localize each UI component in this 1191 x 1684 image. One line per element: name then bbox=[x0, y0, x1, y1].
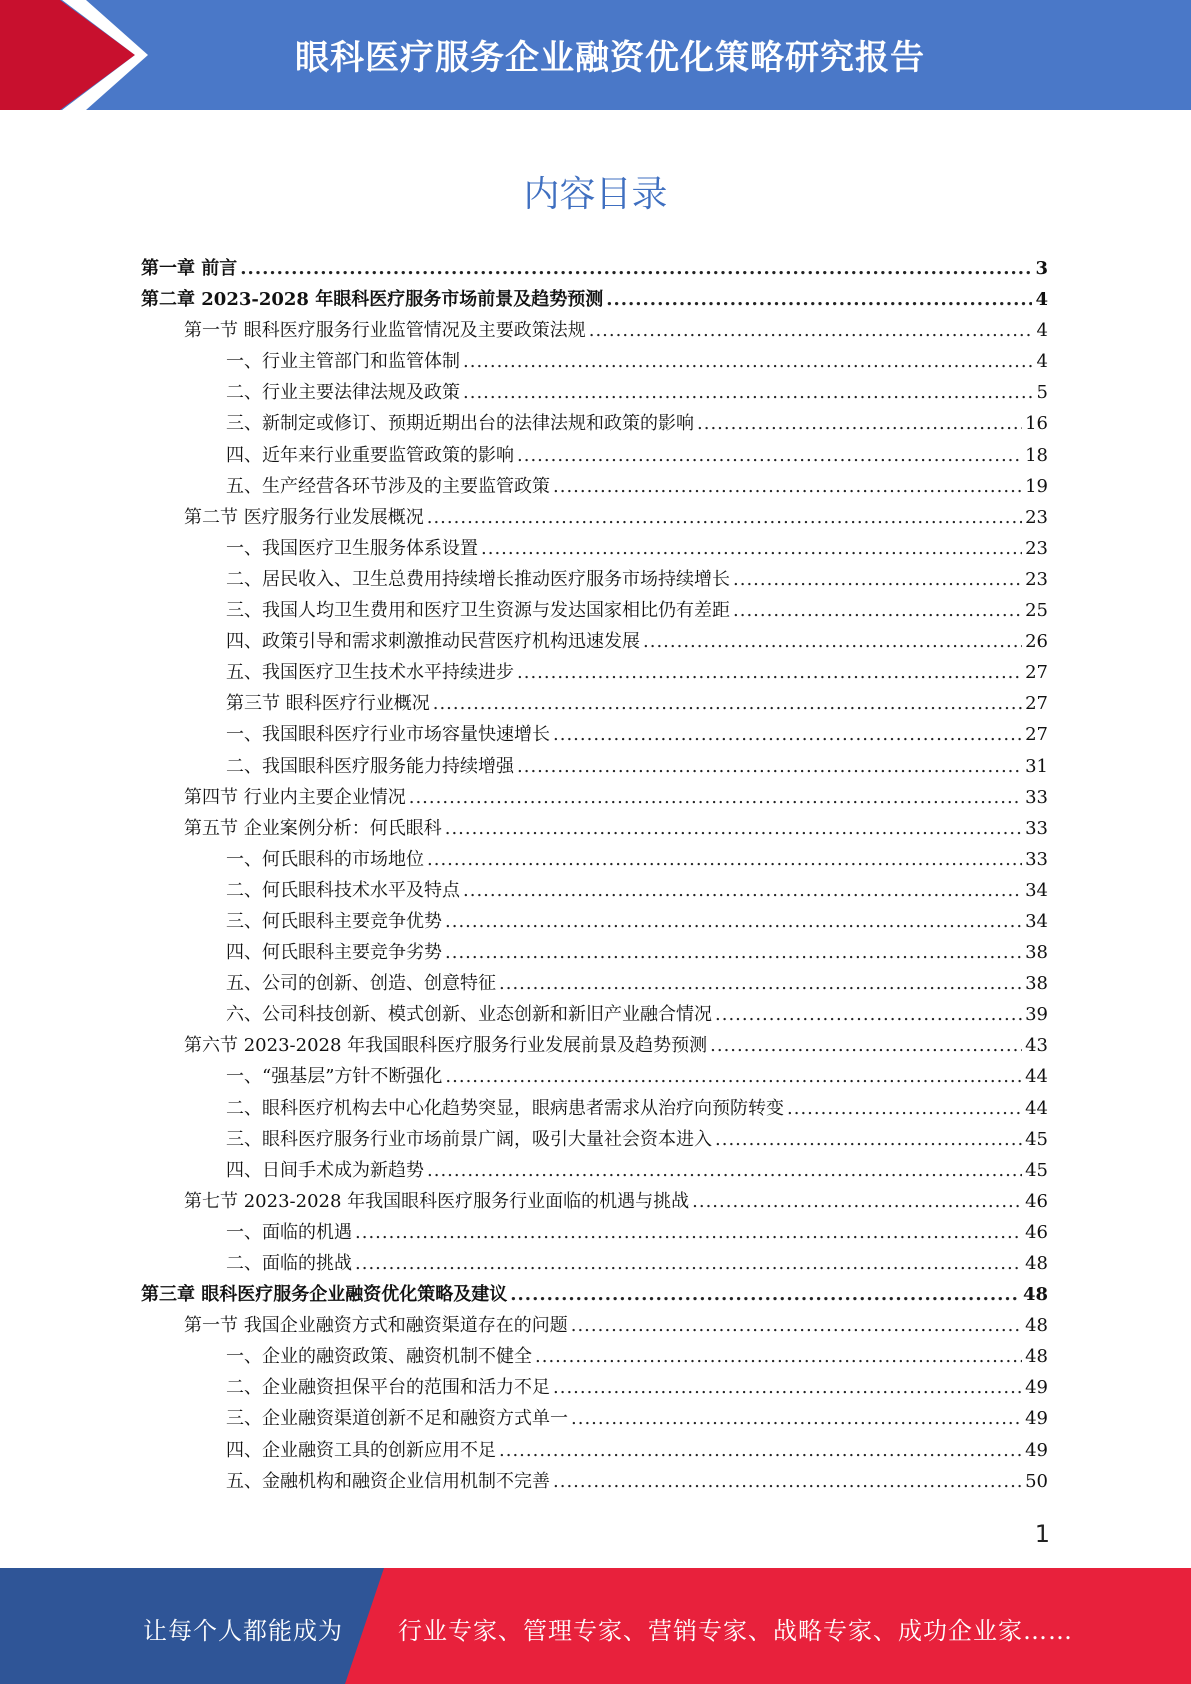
toc-entry[interactable] bbox=[141, 564, 1048, 595]
toc-entry-title: 第三章 眼科医疗服务企业融资优化策略及建议 bbox=[141, 1284, 508, 1306]
toc-entry-title: 二、居民收入、卫生总费用持续增长推动医疗服务市场持续增长 bbox=[226, 568, 730, 590]
toc-entry[interactable] bbox=[141, 1403, 1048, 1434]
toc-dot-leader bbox=[445, 1061, 1022, 1092]
toc-dot-leader bbox=[606, 284, 1032, 315]
toc-dot-leader bbox=[787, 1093, 1022, 1124]
toc-dot-leader bbox=[445, 813, 1022, 844]
toc-entry[interactable] bbox=[141, 719, 1048, 750]
toc-dot-leader bbox=[499, 1435, 1022, 1466]
toc-dot-leader bbox=[463, 875, 1022, 906]
footer-banner bbox=[0, 1568, 1191, 1684]
toc-entry-page: 34 bbox=[1025, 910, 1048, 932]
toc-entry[interactable] bbox=[141, 595, 1048, 626]
toc-entry[interactable] bbox=[141, 844, 1048, 875]
toc-entry[interactable] bbox=[141, 1341, 1048, 1372]
toc-entry-title: 三、何氏眼科主要竞争优势 bbox=[226, 910, 442, 932]
toc-entry-title: 一、企业的融资政策、融资机制不健全 bbox=[226, 1346, 532, 1368]
toc-entry-title: 四、近年来行业重要监管政策的影响 bbox=[226, 444, 514, 466]
toc-entry-page: 45 bbox=[1025, 1159, 1048, 1181]
toc-entry-title: 第四节 行业内主要企业情况 bbox=[184, 786, 406, 808]
toc-entry-page: 27 bbox=[1025, 693, 1048, 715]
toc-dot-leader bbox=[553, 1372, 1022, 1403]
toc-entry-title: 一、何氏眼科的市场地位 bbox=[226, 848, 424, 870]
toc-entry-page: 48 bbox=[1025, 1346, 1048, 1368]
toc-entry-title: 三、眼科医疗服务行业市场前景广阔，吸引大量社会资本进入 bbox=[226, 1128, 712, 1150]
toc-entry-title: 二、面临的挑战 bbox=[226, 1253, 352, 1274]
toc-dot-leader bbox=[710, 1030, 1022, 1061]
toc-entry[interactable] bbox=[141, 906, 1048, 937]
toc-entry[interactable] bbox=[141, 377, 1048, 408]
toc-entry-title: 第二章 2023-2028 年眼科医疗服务市场前景及趋势预测 bbox=[141, 289, 604, 311]
toc-entry[interactable] bbox=[141, 657, 1048, 688]
toc-entry-title: 第五节 企业案例分析：何氏眼科 bbox=[184, 817, 442, 839]
toc-entry[interactable] bbox=[141, 1466, 1048, 1497]
toc-dot-leader bbox=[463, 377, 1034, 408]
toc-dot-leader bbox=[553, 471, 1022, 502]
toc-entry-title: 第三节 眼科医疗行业概况 bbox=[226, 693, 430, 715]
toc-dot-leader bbox=[643, 626, 1022, 657]
toc-dot-leader bbox=[409, 782, 1022, 813]
toc-entry-title: 四、日间手术成为新趋势 bbox=[226, 1159, 424, 1181]
toc-dot-leader bbox=[240, 253, 1032, 284]
toc-entry-title: 六、公司科技创新、模式创新、业态创新和新旧产业融合情况 bbox=[226, 1004, 712, 1026]
toc-dot-leader bbox=[553, 719, 1022, 750]
toc-entry[interactable] bbox=[141, 937, 1048, 968]
toc-entry-page: 39 bbox=[1025, 1004, 1048, 1026]
toc-entry-page: 31 bbox=[1025, 755, 1048, 777]
toc-entry-title: 一、面临的机遇 bbox=[226, 1221, 352, 1243]
toc-entry-page: 18 bbox=[1025, 444, 1048, 466]
toc-dot-leader bbox=[445, 906, 1022, 937]
toc-entry-title: 第六节 2023-2028 年我国眼科医疗服务行业发展前景及趋势预测 bbox=[184, 1035, 708, 1057]
toc-entry[interactable] bbox=[141, 1279, 1048, 1310]
toc-entry-title: 一、我国医疗卫生服务体系设置 bbox=[226, 537, 478, 559]
toc-entry-page: 23 bbox=[1025, 568, 1048, 590]
toc-entry-page: 33 bbox=[1025, 817, 1048, 839]
toc-entry-title: 一、“强基层”方针不断强化 bbox=[226, 1066, 443, 1088]
toc-entry-page: 49 bbox=[1025, 1439, 1048, 1461]
toc-dot-leader bbox=[433, 688, 1022, 719]
footer-slogan-right: 行业专家、管理专家、营销专家、战略专家、成功企业家…… bbox=[398, 1617, 1073, 1645]
toc-entry-page: 48 bbox=[1025, 1315, 1048, 1337]
toc-dot-leader bbox=[517, 751, 1022, 782]
toc-entry-page: 48 bbox=[1025, 1253, 1048, 1274]
toc-dot-leader bbox=[733, 595, 1022, 626]
toc-entry-title: 二、行业主要法律法规及政策 bbox=[226, 382, 460, 404]
toc-dot-leader bbox=[589, 315, 1034, 346]
toc-entry[interactable] bbox=[141, 1186, 1048, 1217]
toc-entry-page: 4 bbox=[1035, 289, 1048, 311]
toc-entry[interactable] bbox=[141, 346, 1048, 377]
toc-entry-page: 19 bbox=[1025, 475, 1048, 497]
toc-entry[interactable] bbox=[141, 1372, 1048, 1403]
toc-dot-leader bbox=[571, 1403, 1022, 1434]
toc-entry[interactable] bbox=[141, 502, 1048, 533]
toc-entry[interactable] bbox=[141, 782, 1048, 813]
toc-entry-page: 49 bbox=[1025, 1408, 1048, 1430]
toc-entry[interactable] bbox=[141, 1310, 1048, 1341]
toc-dot-leader bbox=[463, 346, 1034, 377]
toc-entry-page: 4 bbox=[1036, 320, 1048, 342]
report-title: 眼科医疗服务企业融资优化策略研究报告 bbox=[295, 38, 925, 78]
toc-entry[interactable] bbox=[141, 999, 1048, 1030]
toc-entry-title: 四、何氏眼科主要竞争劣势 bbox=[226, 942, 442, 964]
toc-entry-title: 三、我国人均卫生费用和医疗卫生资源与发达国家相比仍有差距 bbox=[226, 600, 730, 622]
toc-entry-title: 第二节 医疗服务行业发展概况 bbox=[184, 506, 424, 528]
toc-dot-leader bbox=[499, 968, 1022, 999]
toc-entry[interactable] bbox=[141, 813, 1048, 844]
toc-entry-title: 第一节 眼科医疗服务行业监管情况及主要政策法规 bbox=[184, 320, 586, 342]
toc-entry[interactable] bbox=[141, 284, 1048, 315]
toc-entry-page: 50 bbox=[1025, 1470, 1048, 1492]
toc-entry-title: 四、企业融资工具的创新应用不足 bbox=[226, 1439, 496, 1461]
header-banner bbox=[0, 0, 1191, 110]
toc-dot-leader bbox=[517, 657, 1022, 688]
toc-entry[interactable] bbox=[141, 1061, 1048, 1092]
toc-dot-leader bbox=[535, 1341, 1022, 1372]
toc-dot-leader bbox=[355, 1248, 1022, 1279]
toc-entry-page: 23 bbox=[1025, 537, 1048, 559]
toc-dot-leader bbox=[553, 1466, 1022, 1497]
toc-entry[interactable] bbox=[141, 968, 1048, 999]
toc-dot-leader bbox=[510, 1279, 1020, 1310]
toc-entry-title: 二、企业融资担保平台的范围和活力不足 bbox=[226, 1377, 550, 1399]
toc-dot-leader bbox=[571, 1310, 1022, 1341]
toc-entry[interactable] bbox=[141, 1093, 1048, 1124]
toc-entry-title: 二、眼科医疗机构去中心化趋势突显，眼病患者需求从治疗向预防转变 bbox=[226, 1097, 784, 1119]
toc-entry-title: 第七节 2023-2028 年我国眼科医疗服务行业面临的机遇与挑战 bbox=[184, 1190, 690, 1212]
toc-entry-title: 第一节 我国企业融资方式和融资渠道存在的问题 bbox=[184, 1315, 568, 1337]
toc-entry-page: 16 bbox=[1025, 413, 1048, 435]
toc-entry-title: 三、企业融资渠道创新不足和融资方式单一 bbox=[226, 1408, 568, 1430]
toc-entry-title: 五、金融机构和融资企业信用机制不完善 bbox=[226, 1470, 550, 1492]
toc-entry-page: 34 bbox=[1025, 879, 1048, 901]
toc-entry[interactable] bbox=[141, 1030, 1048, 1061]
toc-dot-leader bbox=[445, 937, 1022, 968]
toc-entry-page: 38 bbox=[1025, 973, 1048, 995]
toc-entry-title: 四、政策引导和需求刺激推动民营医疗机构迅速发展 bbox=[226, 631, 640, 653]
toc-entry[interactable] bbox=[141, 408, 1048, 439]
toc-entry[interactable] bbox=[141, 253, 1048, 284]
toc-entry-page: 27 bbox=[1025, 724, 1048, 746]
toc-entry-page: 5 bbox=[1036, 382, 1048, 404]
toc-entry-page: 23 bbox=[1025, 506, 1048, 528]
toc-entry[interactable] bbox=[141, 1155, 1048, 1186]
toc-entry[interactable] bbox=[141, 315, 1048, 346]
footer-slogan-left: 让每个人都能成为 bbox=[143, 1617, 343, 1645]
toc-entry-title: 五、我国医疗卫生技术水平持续进步 bbox=[226, 662, 514, 684]
toc-dot-leader bbox=[733, 564, 1022, 595]
page-number: 1 bbox=[1034, 1520, 1050, 1548]
toc-dot-leader bbox=[715, 999, 1022, 1030]
toc-entry-page: 46 bbox=[1025, 1221, 1048, 1243]
toc-dot-leader bbox=[355, 1217, 1022, 1248]
toc-entry-page: 46 bbox=[1025, 1190, 1048, 1212]
toc-entry-page: 45 bbox=[1025, 1128, 1048, 1150]
toc-dot-leader bbox=[697, 408, 1022, 439]
toc-entry-page: 26 bbox=[1025, 631, 1048, 653]
toc-entry[interactable] bbox=[141, 1435, 1048, 1466]
toc-entry-title: 二、我国眼科医疗服务能力持续增强 bbox=[226, 755, 514, 777]
toc-entry-page: 38 bbox=[1025, 942, 1048, 964]
toc-entry-title: 三、新制定或修订、预期近期出台的法律法规和政策的影响 bbox=[226, 413, 694, 435]
toc-entry[interactable] bbox=[141, 533, 1048, 564]
toc-entry[interactable] bbox=[141, 1217, 1048, 1248]
toc-entry-page: 27 bbox=[1025, 662, 1048, 684]
toc-dot-leader bbox=[481, 533, 1022, 564]
toc-entry-title: 第一章 前言 bbox=[141, 258, 238, 279]
toc-entry-page: 44 bbox=[1025, 1097, 1048, 1119]
toc-entry-page: 3 bbox=[1035, 258, 1048, 279]
table-of-contents bbox=[141, 253, 1048, 1497]
toc-entry-page: 43 bbox=[1025, 1035, 1048, 1057]
toc-entry-page: 33 bbox=[1025, 848, 1048, 870]
toc-entry-title: 一、行业主管部门和监管体制 bbox=[226, 351, 460, 373]
toc-entry-page: 48 bbox=[1022, 1284, 1048, 1306]
toc-dot-leader bbox=[427, 1155, 1022, 1186]
toc-entry-page: 49 bbox=[1025, 1377, 1048, 1399]
toc-dot-leader bbox=[692, 1186, 1022, 1217]
toc-entry-page: 44 bbox=[1025, 1066, 1048, 1088]
toc-dot-leader bbox=[715, 1124, 1022, 1155]
toc-heading: 内容目录 bbox=[523, 174, 668, 215]
toc-entry-page: 4 bbox=[1036, 351, 1048, 373]
toc-entry-title: 五、生产经营各环节涉及的主要监管政策 bbox=[226, 475, 550, 497]
toc-entry-title: 二、何氏眼科技术水平及特点 bbox=[226, 879, 460, 901]
toc-entry[interactable] bbox=[141, 1124, 1048, 1155]
toc-entry[interactable] bbox=[141, 751, 1048, 782]
toc-dot-leader bbox=[427, 844, 1022, 875]
toc-dot-leader bbox=[427, 502, 1022, 533]
toc-entry[interactable] bbox=[141, 440, 1048, 471]
toc-entry-title: 五、公司的创新、创造、创意特征 bbox=[226, 973, 496, 995]
toc-dot-leader bbox=[517, 440, 1022, 471]
toc-entry[interactable] bbox=[141, 626, 1048, 657]
toc-entry[interactable] bbox=[141, 1248, 1048, 1279]
toc-entry[interactable] bbox=[141, 471, 1048, 502]
toc-entry[interactable] bbox=[141, 688, 1048, 719]
toc-entry-page: 33 bbox=[1025, 786, 1048, 808]
toc-entry[interactable] bbox=[141, 875, 1048, 906]
toc-entry-page: 25 bbox=[1025, 600, 1048, 622]
toc-entry-title: 一、我国眼科医疗行业市场容量快速增长 bbox=[226, 724, 550, 746]
